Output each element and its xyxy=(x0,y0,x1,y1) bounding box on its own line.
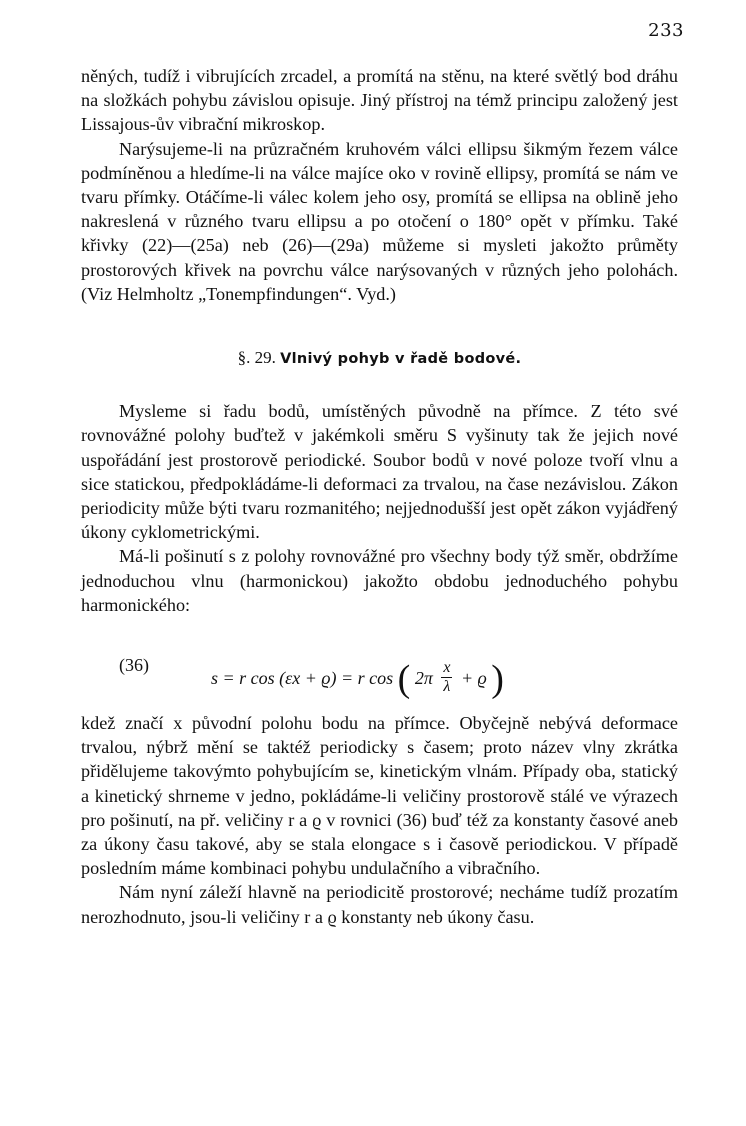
equation-close-paren: ) xyxy=(491,658,504,701)
section-title: Vlnivý pohyb v řadě bodové. xyxy=(280,351,522,368)
section-number: §. 29. xyxy=(237,348,276,368)
equation-36 xyxy=(81,635,678,701)
equation-body xyxy=(211,653,504,701)
paragraph: Nám nyní záleží hlavně na periodicitě prostorové; necháme tudíž prozatím nerozhodnuto, jsou-li veličiny r a ϱ konstanty neb úkony času. xyxy=(81,882,678,927)
paragraph: něných, tudíž i vibrujících zrcadel, a promítá na stěnu, na které světlý bod dráhu na složkách pohybu závislou opisuje. Jiný přístroj na témž principu založený jest Lissajous-ův vibrační mikroskop. xyxy=(81,66,678,135)
equation-fraction xyxy=(441,659,452,696)
equation-tail: + ϱ xyxy=(460,668,487,689)
equation-number: (36) xyxy=(119,655,149,676)
fraction-denominator: λ xyxy=(443,678,451,696)
page-body xyxy=(81,64,678,929)
paragraph: kdež značí x původní polohu bodu na přímce. Obyčejně nebývá deformace trvalou, nýbrž mění se taktéž periodicky s časem; proto název vlny zkrátka přidělujeme takovýmto pohybujícím se, kinetickým vlnám. Případy oba, statický a kinetický shrneme v jedno, pokládáme-li veličiny prostorově stálé ve výrazech pro pošinutí, na př. veličiny r a ϱ v rovnici (36) buď též za konstanty časové aneb za úkony času takové, aby se stala elongace s i časově periodickou. V případě posledním máme kombinaci pohybu undulačního a vibračního. xyxy=(81,713,678,879)
paragraph: Mysleme si řadu bodů, umístěných původně na přímce. Z této své rovnovážné polohy buďtež v jakémkoli směru S vyšinuty tak že jejich nové uspořádání jest prostorově periodické. Soubor bodů v nové poloze tvoří vlnu a sice statickou, předpokládáme-li deformaci za trvalou, na čase nezávislou. Zákon periodicity může býti tvaru rozmanitého; nejjednodušší jest opět zákon vyjádřený úkony cyklometrickými. xyxy=(81,401,678,543)
paragraph: Má-li pošinutí s z polohy rovnovážné pro všechny body týž směr, obdržíme jednoduchou vlnu (harmonickou) jakožto obdobu jednoduchého pohybu harmonického: xyxy=(81,546,678,615)
equation-lhs: s = r cos (εx + ϱ) = r cos xyxy=(211,668,394,689)
paragraph: Narýsujeme-li na průzračném kruhovém válci ellipsu šikmým řezem válce podmíněnou a hledíme-li na válce majíce oko v rovině ellipsy, promítá se nám ve tvaru přímky. Otáčíme-li válec kolem jeho osy, promítá se ellipsa na oblině jeho nakreslená v různého tvaru ellipsu a po otočení o 180° opět v přímku. Také křivky (22)—(25a) neb (26)—(29a) můžeme si mysleti jakožto průměty prostorových křivek na povrchu válce narýsovaných v různých jeho polohách. (Viz Helmholtz „Tonempfindungen“. Vyd.) xyxy=(81,138,678,304)
fraction-numerator: x xyxy=(443,659,451,677)
section-heading xyxy=(81,346,678,371)
equation-coefficient: 2π xyxy=(414,668,433,689)
page-number: 233 xyxy=(648,20,684,41)
equation-open-paren: ( xyxy=(397,658,411,701)
